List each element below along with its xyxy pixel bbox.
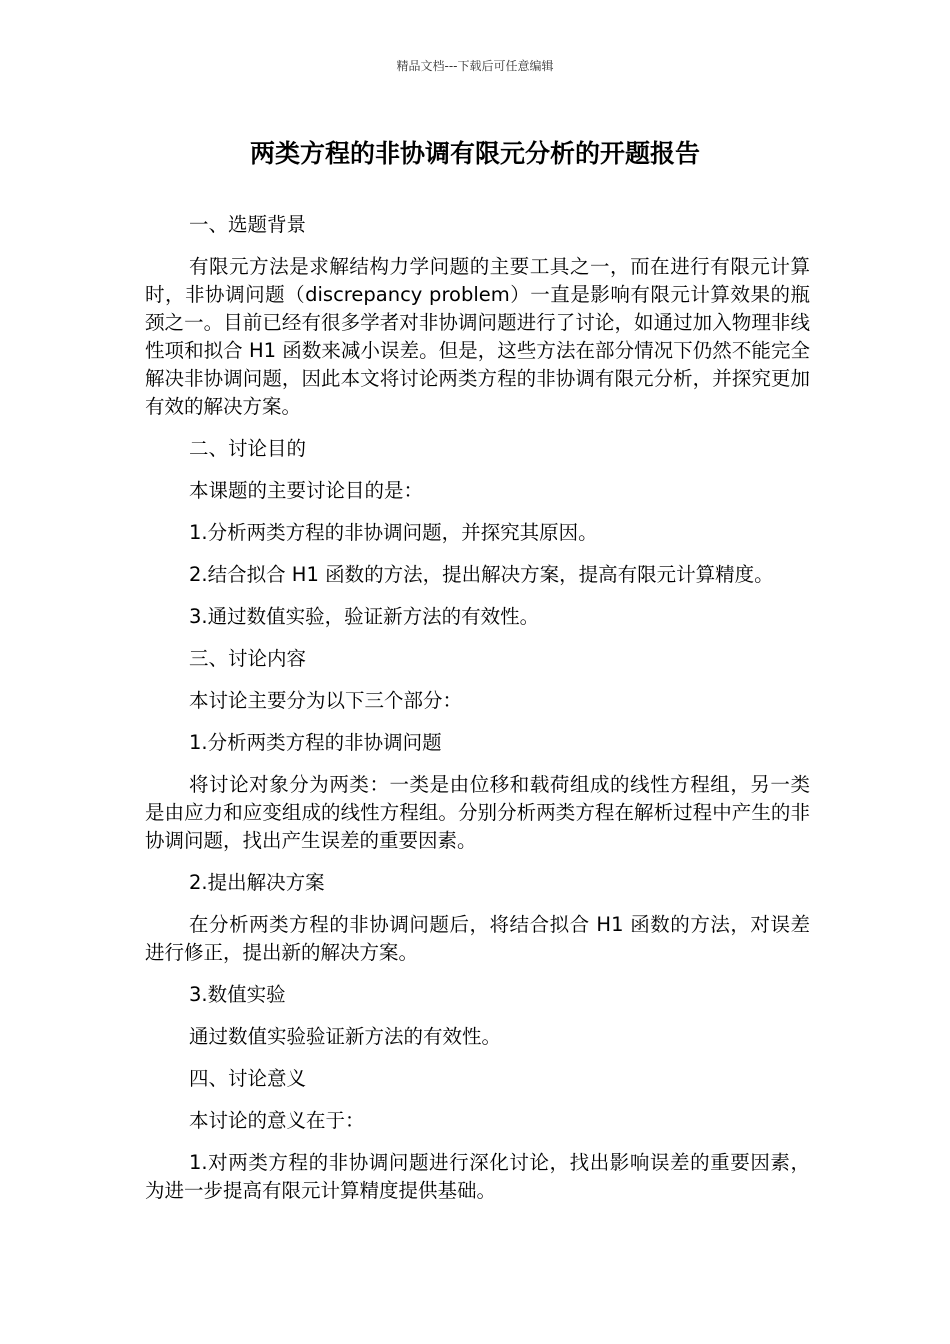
- paragraph-background: 有限元方法是求解结构力学问题的主要工具之一，而在进行有限元计算时，非协调问题（discrepancy problem）一直是影响有限元计算效果的瓶颈之一。目前已经有很多学者对非协调问题进行了讨论，如通过加入物理非线性项和拟合 H1 函数来减小误差。但是，这些方法在部分情况下仍然不能完全解决非协调问题，因此本文将讨论两类方程的非协调有限元分析，并探究更加有效的解决方案。: [145, 255, 810, 418]
- paragraph-content-3: 通过数值实验验证新方法的有效性。: [189, 1025, 502, 1048]
- section-heading-purpose: 二、讨论目的: [189, 437, 307, 460]
- paragraph-content-intro: 本讨论主要分为以下三个部分：: [189, 689, 463, 712]
- list-item-significance-1: 1.对两类方程的非协调问题进行深化讨论，找出影响误差的重要因素，为进一步提高有限元计算精度提供基础。: [145, 1151, 810, 1202]
- list-item-purpose-1: 1.分析两类方程的非协调问题，并探究其原因。: [189, 521, 598, 544]
- section-heading-significance: 四、讨论意义: [189, 1067, 307, 1090]
- paragraph-content-1: 将讨论对象分为两类：一类是由位移和载荷组成的线性方程组，另一类是由应力和应变组成的线性方程组。分别分析两类方程在解析过程中产生的非协调问题，找出产生误差的重要因素。: [145, 773, 810, 852]
- document-body: [145, 211, 810, 1219]
- document-title: 两类方程的非协调有限元分析的开题报告: [249, 139, 700, 168]
- paragraph-purpose-intro: 本课题的主要讨论目的是：: [189, 479, 424, 502]
- subheading-content-3: 3.数值实验: [189, 983, 286, 1006]
- paragraph-content-2: 在分析两类方程的非协调问题后，将结合拟合 H1 函数的方法，对误差进行修正，提出新的解决方案。: [145, 913, 810, 964]
- section-heading-background: 一、选题背景: [189, 213, 307, 236]
- paragraph-significance-intro: 本讨论的意义在于：: [189, 1109, 365, 1132]
- list-item-purpose-3: 3.通过数值实验，验证新方法的有效性。: [189, 605, 540, 628]
- section-heading-content: 三、讨论内容: [189, 647, 307, 670]
- subheading-content-1: 1.分析两类方程的非协调问题: [189, 731, 442, 754]
- subheading-content-2: 2.提出解决方案: [189, 871, 325, 894]
- header-note: 精品文档---下载后可任意编辑: [396, 59, 554, 73]
- list-item-purpose-2: 2.结合拟合 H1 函数的方法，提出解决方案，提高有限元计算精度。: [189, 563, 774, 586]
